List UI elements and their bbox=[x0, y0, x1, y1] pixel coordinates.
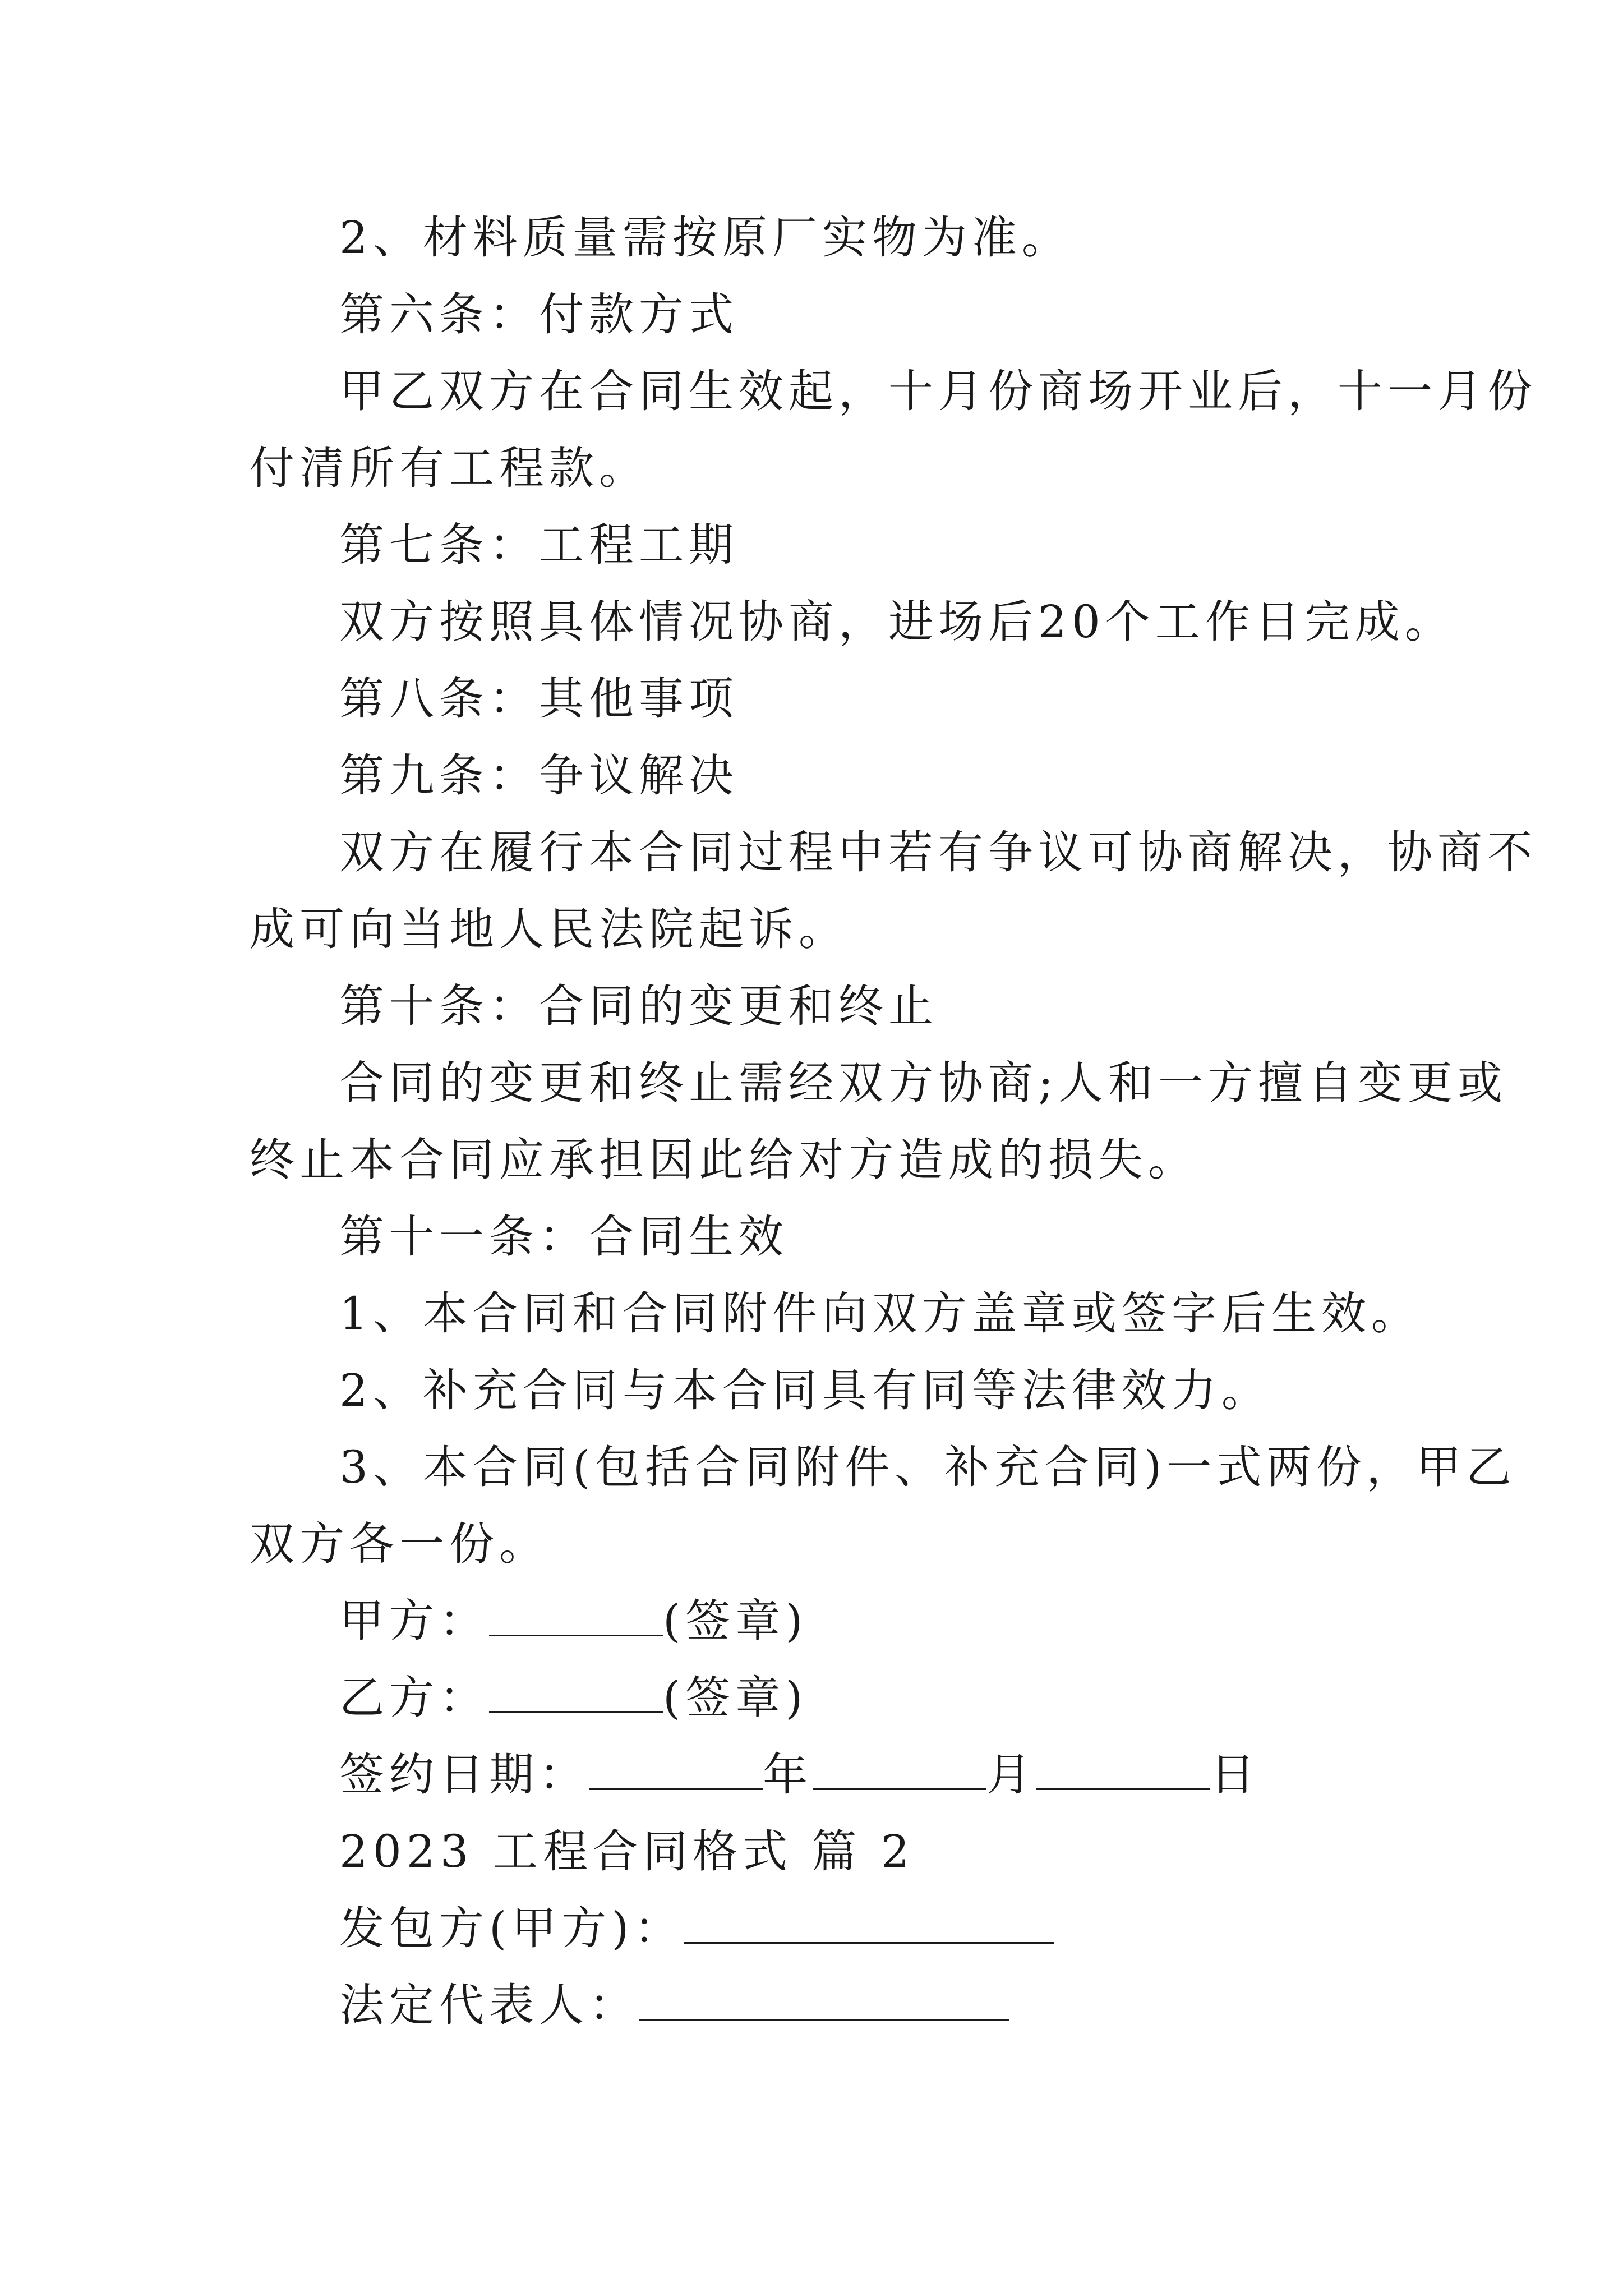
section-title: 2023 工程合同格式 篇 2 bbox=[339, 1825, 915, 1878]
employer-line bbox=[250, 1890, 1388, 1967]
party-a-signature bbox=[250, 1582, 1388, 1659]
article-heading: 第十一条：合同生效 bbox=[339, 1211, 789, 1263]
clause-line: 3、本合同(包括合同附件、补充合同)一式两份，甲乙 bbox=[339, 1441, 1516, 1493]
month-blank bbox=[813, 1749, 986, 1790]
signing-date bbox=[250, 1736, 1388, 1813]
employer-blank bbox=[684, 1903, 1054, 1944]
month-label: 月 bbox=[986, 1749, 1036, 1801]
clause-line: 2、补充合同与本合同具有同等法律效力。 bbox=[339, 1364, 1271, 1416]
year-label: 年 bbox=[763, 1749, 813, 1801]
clause-line: 终止本合同应承担因此给对方造成的损失。 bbox=[250, 1134, 1198, 1186]
clause-line: 双方在履行本合同过程中若有争议可协商解决，协商不 bbox=[339, 826, 1537, 878]
day-blank bbox=[1036, 1749, 1210, 1790]
clause-line: 双方各一份。 bbox=[250, 1518, 549, 1570]
year-blank bbox=[589, 1749, 763, 1790]
party-b-blank bbox=[489, 1672, 663, 1713]
article-heading: 第六条：付款方式 bbox=[339, 288, 739, 341]
employer-label: 发包方(甲方)： bbox=[339, 1902, 684, 1954]
party-a-label: 甲方： bbox=[339, 1595, 489, 1647]
contract-text bbox=[250, 199, 1537, 2044]
day-label: 日 bbox=[1210, 1749, 1260, 1801]
party-a-blank bbox=[489, 1595, 663, 1636]
date-label: 签约日期： bbox=[339, 1749, 589, 1801]
article-heading: 第十条：合同的变更和终止 bbox=[339, 980, 938, 1032]
clause-line: 双方按照具体情况协商，进场后20个工作日完成。 bbox=[339, 596, 1455, 648]
clause-line: 成可向当地人民法院起诉。 bbox=[250, 903, 849, 955]
clause-line: 付清所有工程款。 bbox=[250, 442, 649, 494]
party-a-seal: (签章) bbox=[663, 1595, 808, 1647]
legal-rep-blank bbox=[639, 1980, 1009, 2021]
clause-line: 合同的变更和终止需经双方协商;人和一方擅自变更或 bbox=[339, 1057, 1507, 1109]
party-b-signature bbox=[250, 1659, 1388, 1736]
clause-line: 1、本合同和合同附件向双方盖章或签字后生效。 bbox=[339, 1287, 1421, 1340]
clause-line: 甲乙双方在合同生效起，十月份商场开业后，十一月份 bbox=[339, 365, 1537, 417]
party-b-seal: (签章) bbox=[663, 1672, 808, 1724]
article-heading: 第八条：其他事项 bbox=[339, 673, 739, 725]
legal-rep-line bbox=[250, 1967, 1388, 2044]
article-heading: 第九条：争议解决 bbox=[339, 749, 739, 802]
clause-line: 2、材料质量需按原厂实物为准。 bbox=[339, 211, 1072, 264]
article-heading: 第七条：工程工期 bbox=[339, 519, 739, 571]
legal-rep-label: 法定代表人： bbox=[339, 1979, 639, 2031]
party-b-label: 乙方： bbox=[339, 1672, 489, 1724]
